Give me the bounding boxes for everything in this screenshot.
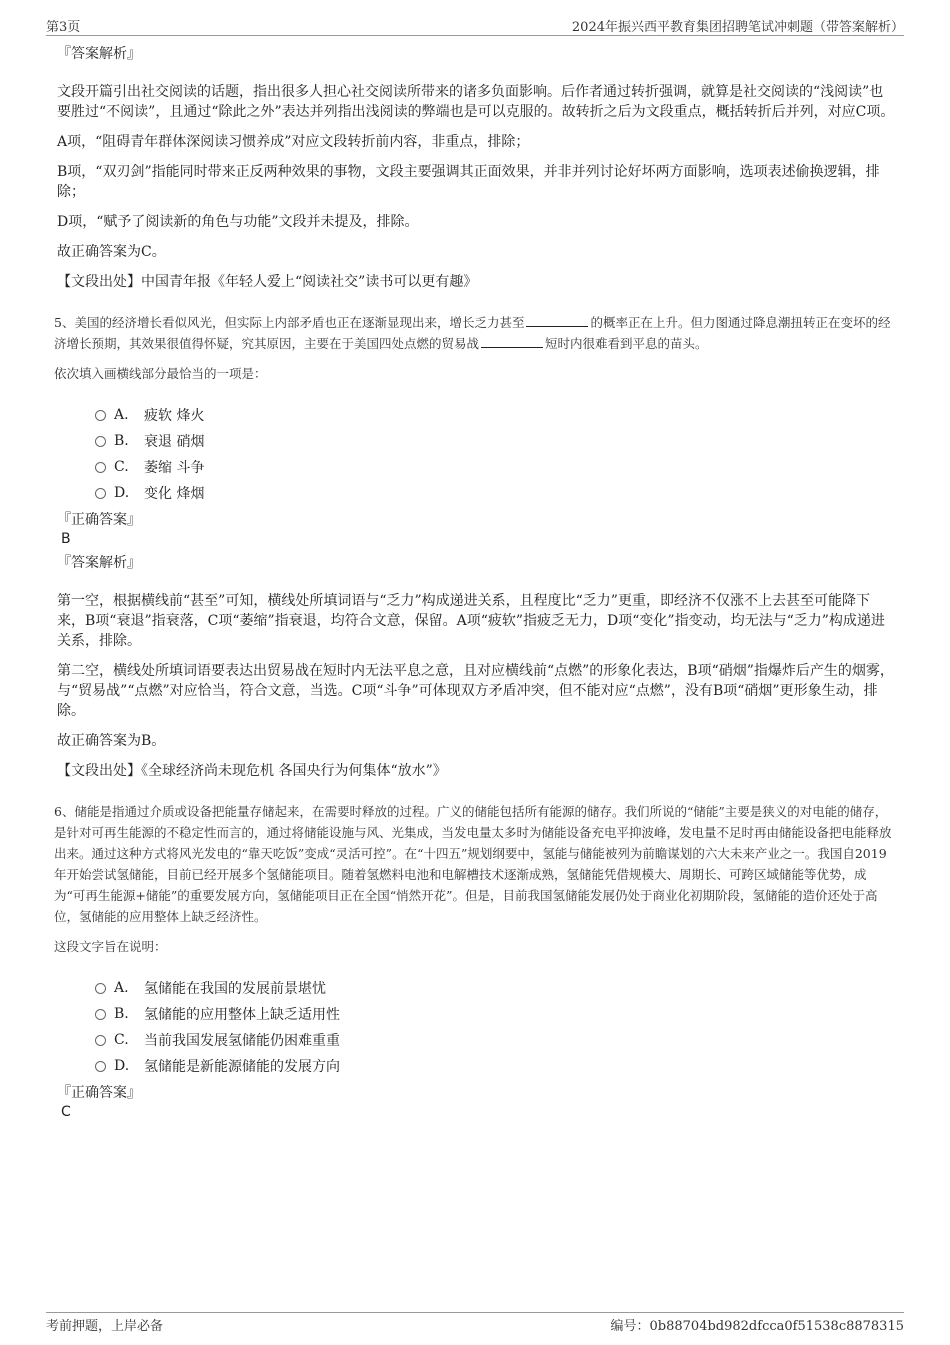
page-number: 第3页	[46, 20, 81, 35]
q5-source: 【文段出处】《全球经济尚未现危机 各国央行为何集体“放水”》	[57, 763, 447, 779]
q5-option-a[interactable]: A. 疲软 烽火	[95, 402, 897, 428]
footer-slogan: 考前押题，上岸必备	[46, 1319, 164, 1334]
page-footer	[46, 1312, 904, 1333]
q6-options	[95, 975, 897, 1079]
radio-icon[interactable]	[95, 1009, 106, 1020]
q6-option-b[interactable]: B. 氢储能的应用整体上缺乏适用性	[95, 1001, 897, 1027]
radio-icon[interactable]	[95, 436, 106, 447]
fill-blank	[526, 314, 588, 327]
q4-analysis-paragraph: A项，“阻碍青年群体深阅读习惯养成”对应文段转折前内容，非重点，排除；	[57, 134, 530, 150]
q5-correct-answer: B	[61, 531, 71, 547]
page-content	[54, 44, 897, 1126]
q5-prompt: 依次填入画横线部分最恰当的一项是：	[54, 366, 267, 381]
q6-option-c[interactable]: C. 当前我国发展氢储能仍困难重重	[95, 1027, 897, 1053]
q4-analysis-label: 『答案解析』	[57, 46, 141, 62]
q5-option-b[interactable]: B. 衰退 硝烟	[95, 428, 897, 454]
q5-stem: 5、美国的经济增长看似风光，但实际上内部矛盾也正在逐渐显现出来，增长乏力甚至 的概率正在上升。但力图通过降息潮扭转正在变坏的经济增长预期，其效果很值得怀疑，究其原因，主要在于美国四处点燃的贸易战 短时内很难看到平息的苗头。	[54, 315, 891, 351]
q4-analysis-paragraph: B项，“双刃剑”指能同时带来正反两种效果的事物，文段主要强调其正面效果，并非并列讨论好坏两方面影响，选项表述偷换逻辑，排除；	[57, 164, 880, 200]
q4-analysis-paragraph: D项，“赋予了阅读新的角色与功能”文段并未提及，排除。	[57, 214, 419, 230]
q5-analysis-label: 『答案解析』	[57, 555, 141, 571]
radio-icon[interactable]	[95, 462, 106, 473]
q4-analysis-paragraph: 文段开篇引出社交阅读的话题，指出很多人担心社交阅读所带来的诸多负面影响。后作者通过转折强调，就算是社交阅读的“浅阅读”也要胜过“不阅读”，且通过“除此之外”表达并列指出浅阅读的弊端也是可以克服的。故转折之后为文段重点，概括转折后并列，对应C项。	[57, 84, 895, 120]
q5-analysis-paragraph: 第二空，横线处所填词语要表达出贸易战在短时内无法平息之意，且对应横线前“点燃”的形象化表达，B项“硝烟”指爆炸后产生的烟雾，与“贸易战”“点燃”对应恰当，符合文意，当选。C项“斗争”可体现双方矛盾冲突，但不能对应“点燃”，没有B项“硝烟”更形象生动，排除。	[57, 663, 894, 719]
q5-options	[95, 402, 897, 506]
document-id: 编号：0b88704bd982dfcca0f51538c8878315	[610, 1319, 904, 1334]
q5-option-c[interactable]: C. 萎缩 斗争	[95, 454, 897, 480]
q6-prompt: 这段文字旨在说明：	[54, 939, 167, 954]
fill-blank	[481, 335, 543, 348]
q5-conclusion: 故正确答案为B。	[57, 733, 166, 749]
q4-conclusion: 故正确答案为C。	[57, 244, 166, 260]
q6-correct-label: 『正确答案』	[57, 1085, 141, 1101]
q5-analysis-paragraph: 第一空，根据横线前“甚至”可知，横线处所填词语与“乏力”构成递进关系，且程度比“乏力”更重，即经济不仅涨不上去甚至可能降下来，B项“衰退”指衰落，C项“萎缩”指衰退，均符合文意，保留。A项“疲软”指疲乏无力，D项“变化”指变动，均无法与“乏力”构成递进关系，排除。	[57, 593, 885, 649]
radio-icon[interactable]	[95, 983, 106, 994]
q6-option-a[interactable]: A. 氢储能在我国的发展前景堪忧	[95, 975, 897, 1001]
q5-correct-label: 『正确答案』	[57, 512, 141, 528]
q4-source: 【文段出处】中国青年报《年轻人爱上“阅读社交”读书可以更有趣》	[57, 274, 478, 290]
q5-option-d[interactable]: D. 变化 烽烟	[95, 480, 897, 506]
radio-icon[interactable]	[95, 1035, 106, 1046]
q6-stem: 6、储能是指通过介质或设备把能量存储起来，在需要时释放的过程。广义的储能包括所有能源的储存。我们所说的“储能”主要是狭义的对电能的储存，是针对可再生能源的不稳定性而言的，通过将储能设施与风、光集成，当发电量太多时为储能设备充电平抑波峰，发电量不足时再由储能设备把电能释放出来。通过这种方式将风光发电的“靠天吃饭”变成“灵活可控”。在“十四五”规划纲要中，氢能与储能被列为前瞻谋划的六大未来产业之一。我国自2019年开始尝试氢储能，目前已经开展多个氢储能项目。随着氢燃料电池和电解槽技术逐渐成熟，氢储能凭借规模大、周期长、可跨区域储能等优势，成为“可再生能源+储能”的重要发展方向，氢储能项目正在全国“悄然开花”。但是，目前我国氢储能发展仍处于商业化初期阶段，氢储能的造价还处于高位，氢储能的应用整体上缺乏经济性。	[54, 804, 892, 924]
document-title: 2024年振兴西平教育集团招聘笔试冲刺题（带答案解析）	[571, 20, 904, 35]
page-header	[46, 15, 904, 36]
q6-option-d[interactable]: D. 氢储能是新能源储能的发展方向	[95, 1053, 897, 1079]
radio-icon[interactable]	[95, 1061, 106, 1072]
radio-icon[interactable]	[95, 488, 106, 499]
q6-correct-answer: C	[61, 1104, 71, 1120]
radio-icon[interactable]	[95, 410, 106, 421]
